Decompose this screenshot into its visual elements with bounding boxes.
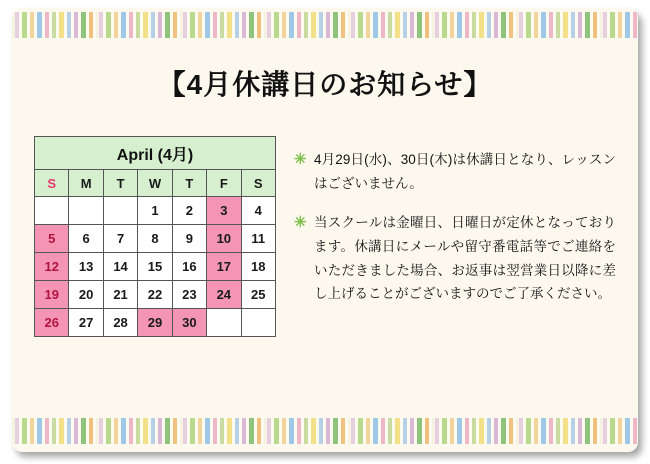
- note-item: [294, 211, 616, 306]
- calendar-day-cell[interactable]: 8: [138, 225, 172, 253]
- calendar-day-cell[interactable]: 25: [241, 281, 275, 309]
- calendar-day-cell[interactable]: 2: [172, 197, 206, 225]
- calendar-month-label: April (4月): [35, 137, 276, 170]
- calendar-day-cell[interactable]: 20: [69, 281, 103, 309]
- calendar-day-cell[interactable]: [69, 197, 103, 225]
- calendar-weekday-cell: T: [172, 170, 206, 197]
- calendar-week-row: [35, 281, 276, 309]
- calendar-day-cell[interactable]: 7: [103, 225, 137, 253]
- calendar-weekday-cell: M: [69, 170, 103, 197]
- calendar-day-cell[interactable]: 9: [172, 225, 206, 253]
- calendar-day-cell[interactable]: [207, 309, 241, 337]
- calendar-day-cell[interactable]: 30: [172, 309, 206, 337]
- calendar-day-cell[interactable]: 14: [103, 253, 137, 281]
- calendar-day-cell[interactable]: 12: [35, 253, 69, 281]
- calendar-weekday-cell: S: [241, 170, 275, 197]
- calendar-day-cell[interactable]: 26: [35, 309, 69, 337]
- calendar-table: [34, 136, 276, 337]
- note-item: [294, 148, 616, 195]
- calendar-day-cell[interactable]: 22: [138, 281, 172, 309]
- calendar-day-cell[interactable]: 24: [207, 281, 241, 309]
- calendar-weekday-cell: F: [207, 170, 241, 197]
- calendar-day-cell[interactable]: 19: [35, 281, 69, 309]
- calendar-day-cell[interactable]: 3: [207, 197, 241, 225]
- asterisk-icon: ✳: [294, 151, 307, 168]
- calendar-month-header-row: [35, 137, 276, 170]
- calendar-day-cell[interactable]: 10: [207, 225, 241, 253]
- poster-card: [12, 8, 638, 452]
- calendar-week-row: [35, 197, 276, 225]
- calendar-day-cell[interactable]: 4: [241, 197, 275, 225]
- calendar-week-row: [35, 253, 276, 281]
- stripe-pattern: [12, 12, 638, 38]
- calendar-week-row: [35, 309, 276, 337]
- calendar-day-cell[interactable]: 17: [207, 253, 241, 281]
- calendar-day-cell[interactable]: 18: [241, 253, 275, 281]
- calendar-day-cell[interactable]: 21: [103, 281, 137, 309]
- asterisk-icon: ✳: [294, 214, 307, 232]
- calendar-weekday-cell: T: [103, 170, 137, 197]
- calendar-day-cell[interactable]: 28: [103, 309, 137, 337]
- calendar-day-cell[interactable]: 6: [69, 225, 103, 253]
- calendar-weekday-row: [35, 170, 276, 197]
- note-text: 当スクールは金曜日、日曜日が定休となっております。休講日にメールや留守番電話等でご連絡をいただきました場合、お返事は翌営業日以降に差し上げることがございますのでご了承ください。: [314, 215, 616, 302]
- calendar-day-cell[interactable]: [103, 197, 137, 225]
- decorative-stripe-top: [12, 12, 638, 38]
- page-title: 【4月休講日のお知らせ】: [157, 69, 493, 100]
- calendar-day-cell[interactable]: 27: [69, 309, 103, 337]
- decorative-stripe-bottom: [12, 418, 638, 444]
- calendar-day-cell[interactable]: 13: [69, 253, 103, 281]
- calendar-day-cell[interactable]: 29: [138, 309, 172, 337]
- calendar-day-cell[interactable]: 23: [172, 281, 206, 309]
- calendar-day-cell[interactable]: 11: [241, 225, 275, 253]
- calendar-day-cell[interactable]: [35, 197, 69, 225]
- calendar-week-row: [35, 225, 276, 253]
- calendar-day-cell[interactable]: 16: [172, 253, 206, 281]
- notes-list: [294, 148, 616, 322]
- note-text: 4月29日(水)、30日(木)は休講日となり、レッスンはございません。: [314, 152, 616, 191]
- calendar-weekday-cell: W: [138, 170, 172, 197]
- calendar-day-cell[interactable]: [241, 309, 275, 337]
- calendar-day-cell[interactable]: 1: [138, 197, 172, 225]
- calendar-weekday-cell: S: [35, 170, 69, 197]
- stripe-pattern: [12, 418, 638, 444]
- calendar-day-cell[interactable]: 5: [35, 225, 69, 253]
- calendar-day-cell[interactable]: 15: [138, 253, 172, 281]
